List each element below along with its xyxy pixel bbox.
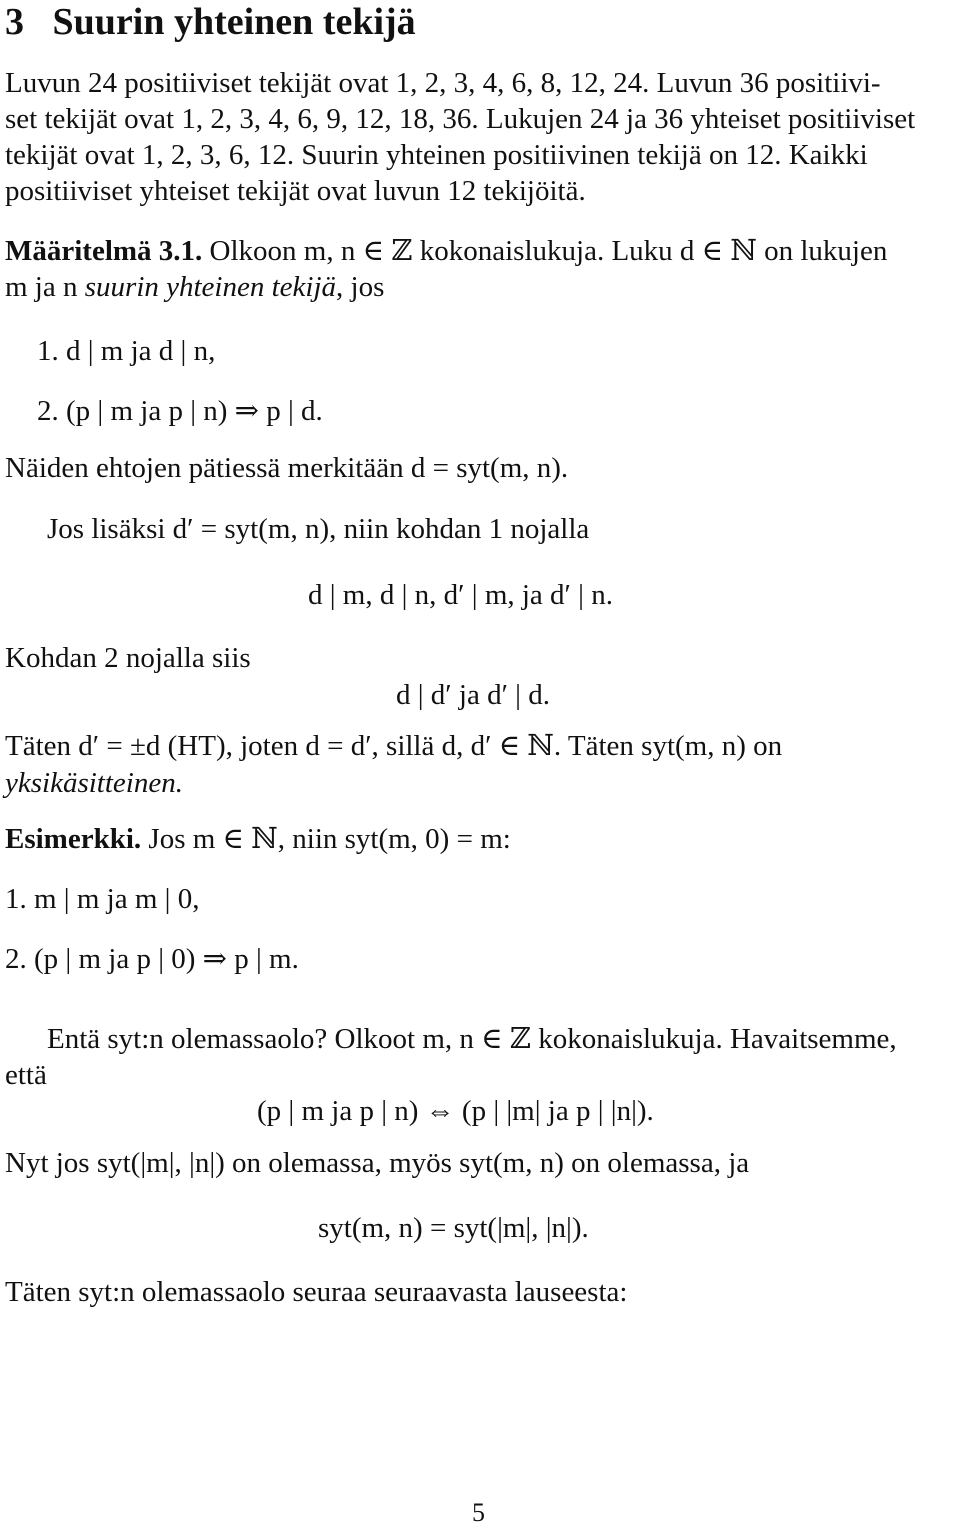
uniqueness-line-3: Täten d′ = ±d (HT), joten d = d′, sillä d, d′ ∈ ℕ. Täten syt(m, n) on <box>5 730 783 762</box>
section-number: 3 <box>5 1 24 43</box>
uniqueness-display-2: d | d′ ja d′ | d. <box>396 679 550 711</box>
definition-notation: Näiden ehtojen pätiessä merkitään d = syt(m, n). <box>5 452 569 484</box>
existence-line-1: Entä syt:n olemassaolo? Olkoot m, n ∈ ℤ kokonaislukuja. Havaitsemme, <box>47 1023 897 1055</box>
definition-item-2: 2. (p | m ja p | n) ⇒ p | d. <box>37 395 323 427</box>
definition-text-2b: , jos <box>336 271 385 303</box>
intro-line-3: tekijät ovat 1, 2, 3, 6, 12. Suurin yhteinen positiivinen tekijä on 12. Kaikki <box>5 139 868 171</box>
existence-line-4: Täten syt:n olemassaolo seuraa seuraavasta lauseesta: <box>5 1276 628 1308</box>
example-text: Jos m ∈ ℕ, niin syt(m, 0) = m: <box>148 823 511 855</box>
existence-display-2: syt(m, n) = syt(|m|, |n|). <box>318 1212 589 1244</box>
existence-display-1: (p | m ja p | n) ⇔ (p | |m| ja p | |n|). <box>257 1095 654 1127</box>
uniqueness-line-2: Kohdan 2 nojalla siis <box>5 642 251 674</box>
definition-line-1 <box>5 234 887 268</box>
section-title: Suurin yhteinen tekijä <box>52 1 416 43</box>
example-item-2: 2. (p | m ja p | 0) ⇒ p | m. <box>5 943 299 975</box>
uniqueness-line-1: Jos lisäksi d′ = syt(m, n), niin kohdan 1 nojalla <box>47 513 590 545</box>
example-line <box>5 822 511 856</box>
existence-line-2: että <box>5 1059 47 1091</box>
definition-term: suurin yhteinen tekijä <box>84 271 337 303</box>
definition-text-2a: m ja n <box>5 271 85 303</box>
definition-label: Määritelmä 3.1. <box>5 235 203 267</box>
definition-line-2 <box>5 270 384 304</box>
page-number: 5 <box>472 1498 485 1527</box>
existence-line-3: Nyt jos syt(|m|, |n|) on olemassa, myös syt(m, n) on olemassa, ja <box>5 1147 750 1179</box>
intro-line-1: Luvun 24 positiiviset tekijät ovat 1, 2, 3, 4, 6, 8, 12, 24. Luvun 36 positiivi- <box>5 67 881 99</box>
uniqueness-display-1: d | m, d | n, d′ | m, ja d′ | n. <box>308 579 613 611</box>
definition-item-1: 1. d | m ja d | n, <box>37 335 216 367</box>
uniqueness-line-4: yksikäsitteinen. <box>5 767 183 799</box>
definition-text-1: Olkoon m, n ∈ ℤ kokonaislukuja. Luku d ∈ ℕ on lukujen <box>209 235 888 267</box>
example-item-1: 1. m | m ja m | 0, <box>5 883 200 915</box>
intro-line-4: positiiviset yhteiset tekijät ovat luvun 12 tekijöitä. <box>5 175 586 207</box>
section-heading <box>5 0 416 44</box>
example-label: Esimerkki. <box>5 823 142 855</box>
intro-line-2: set tekijät ovat 1, 2, 3, 4, 6, 9, 12, 18, 36. Lukujen 24 ja 36 yhteiset positiiviset <box>5 103 916 135</box>
